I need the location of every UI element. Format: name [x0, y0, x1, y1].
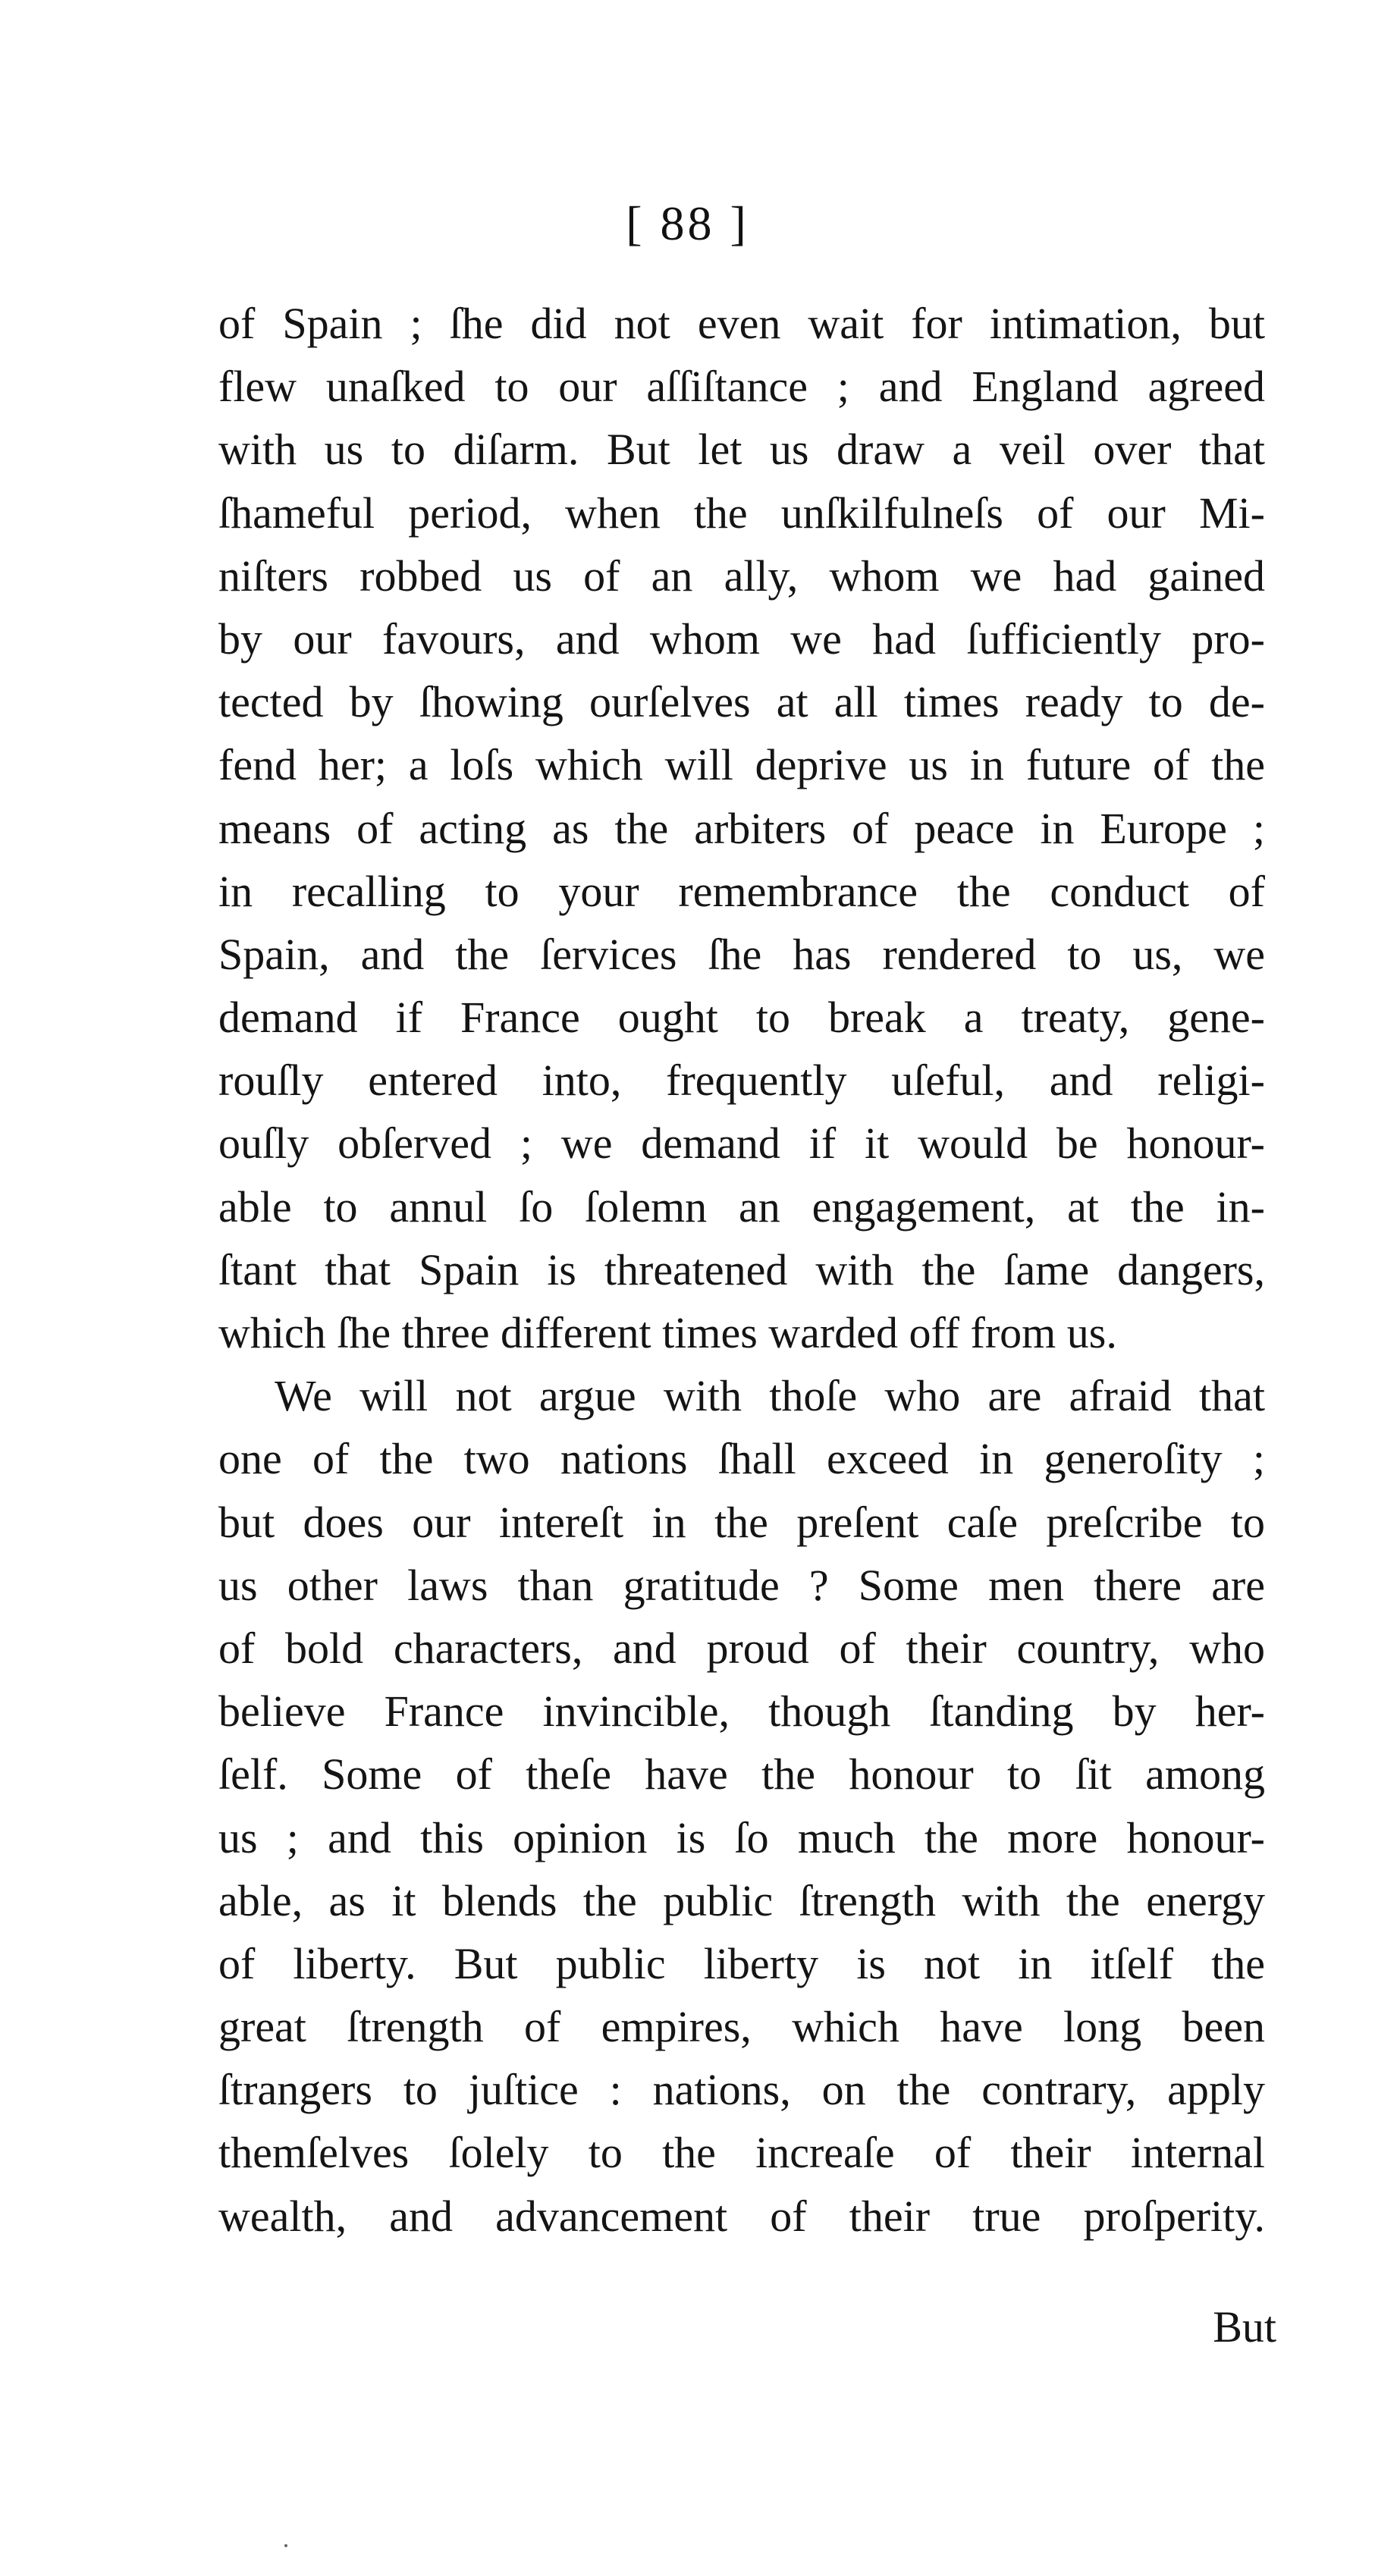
text-line: of liberty. But public liberty is not in itſelf the	[218, 1938, 1265, 1988]
text-line: with us to diſarm. But let us draw a veil over that	[218, 425, 1265, 475]
text-line: tected by ſhowing ourſelves at all times ready to de-	[218, 677, 1265, 727]
text-line: great ſtrength of empires, which have long been	[218, 2002, 1265, 2052]
text-line: rouſly entered into, frequently uſeful, and religi-	[218, 1056, 1265, 1106]
catchword: But	[1213, 2302, 1276, 2352]
text-line: themſelves ſolely to the increaſe of their internal	[218, 2128, 1265, 2178]
paragraph-start-line: We will not argue with thoſe who are afraid that	[275, 1371, 1265, 1421]
text-line: us ; and this opinion is ſo much the more honour-	[218, 1812, 1265, 1862]
text-line: of Spain ; ſhe did not even wait for intimation, but	[218, 299, 1265, 348]
page-number: [ 88 ]	[626, 196, 749, 250]
text-line: able to annul ſo ſolemn an engagement, at the in-	[218, 1181, 1265, 1232]
text-line: fend her; a loſs which will deprive us in future of the	[218, 740, 1265, 790]
text-line: wealth, and advancement of their true proſperity.	[218, 2191, 1265, 2241]
text-line: ſtant that Spain is threatened with the ſame dangers,	[218, 1244, 1265, 1294]
text-line: ſtrangers to juſtice : nations, on the contrary, apply	[218, 2065, 1265, 2115]
text-line: means of acting as the arbiters of peace in Europe ;	[218, 803, 1265, 853]
text-line: ouſly obſerved ; we demand if it would be honour-	[218, 1119, 1265, 1169]
text-line: in recalling to your remembrance the conduct of	[218, 866, 1265, 916]
text-line: able, as it blends the public ſtrength with the energy	[218, 1875, 1265, 1925]
text-line: one of the two nations ſhall exceed in generoſity ;	[218, 1434, 1265, 1484]
text-line: believe France invincible, though ſtanding by her-	[218, 1686, 1265, 1737]
paragraph-end-line: which ſhe three different times warded off from us.	[218, 1308, 1117, 1357]
text-line: demand if France ought to break a treaty, gene-	[218, 993, 1265, 1043]
text-line: but does our intereſt in the preſent caſe preſcribe to	[218, 1497, 1265, 1547]
text-line: of bold characters, and proud of their country, who	[218, 1623, 1265, 1673]
text-line: Spain, and the ſervices ſhe has rendered to us, we	[218, 929, 1265, 979]
body-text	[218, 292, 1265, 2248]
text-line: us other laws than gratitude ? Some men there are	[218, 1560, 1265, 1610]
text-line: flew unaſked to our aſſiſtance ; and England agreed	[218, 362, 1265, 412]
text-line: ſhameful period, when the unſkilfulneſs of our Mi-	[218, 488, 1265, 538]
paper-speck	[284, 2544, 287, 2547]
text-line: ſelf. Some of theſe have the honour to ſit among	[218, 1749, 1265, 1799]
text-line: by our favours, and whom we had ſufficiently pro-	[218, 613, 1265, 664]
text-line: niſters robbed us of an ally, whom we had gained	[218, 551, 1265, 601]
